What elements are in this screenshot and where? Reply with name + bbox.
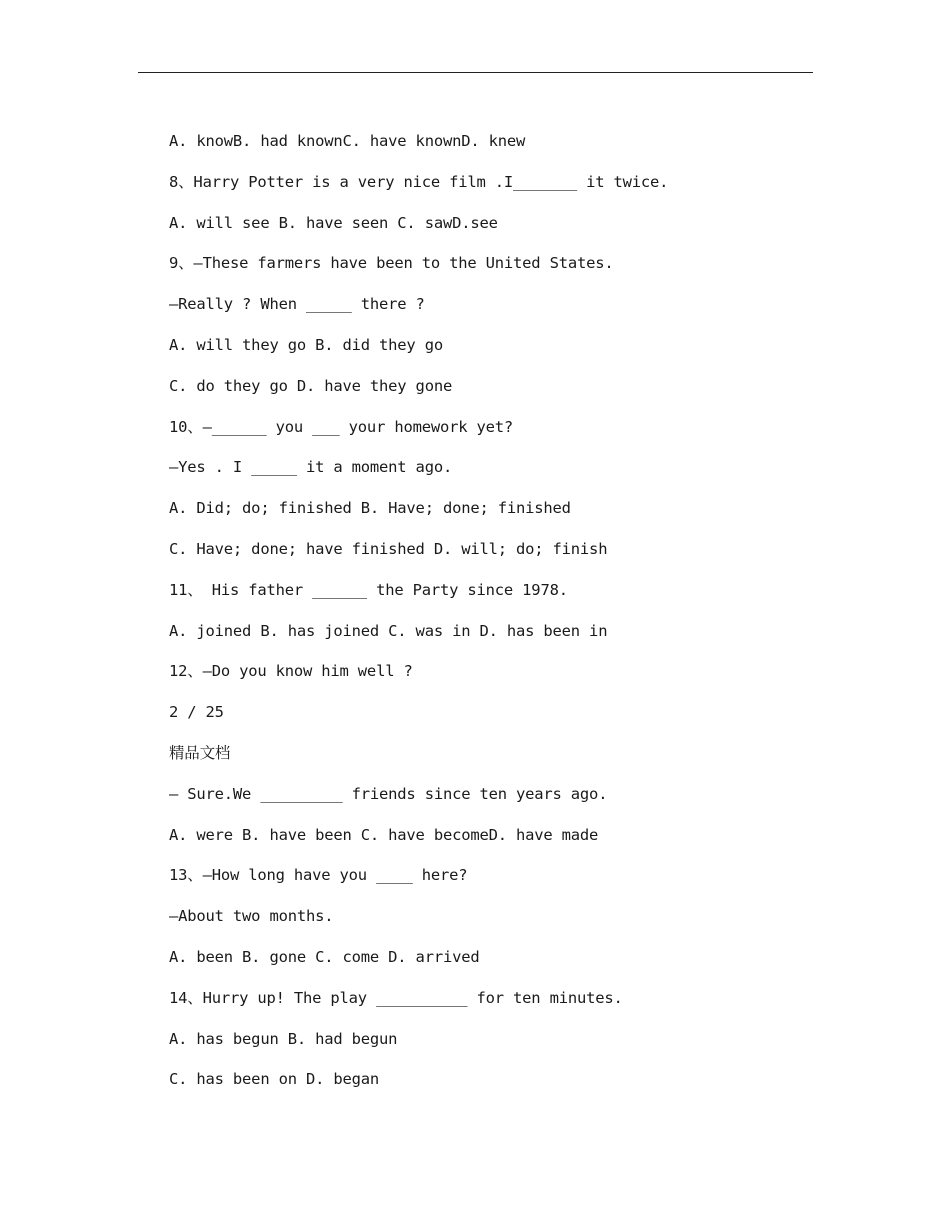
question-14: 14、Hurry up! The play __________ for ten minutes. — [169, 988, 623, 1007]
text-line: A. knowB. had knownC. have knownD. knew — [169, 132, 526, 150]
question-10-options-ab: A. Did; do; finished B. Have; done; finished — [169, 499, 571, 518]
question-14-options-ab: A. has begun B. had begun — [169, 1029, 398, 1048]
document-body — [169, 128, 849, 1107]
question-13-dialogue: —About two months. — [169, 907, 334, 926]
question-10-options-cd: C. Have; done; have finished D. will; do; finish — [169, 539, 608, 558]
question-14-options-cd: C. has been on D. began — [169, 1070, 380, 1089]
question-8: 8、Harry Potter is a very nice film .I_______ it twice. — [169, 172, 669, 191]
question-12: 12、—Do you know him well ? — [169, 662, 413, 681]
question-10-dialogue: —Yes . I _____ it a moment ago. — [169, 458, 453, 477]
question-9-options-ab: A. will they go B. did they go — [169, 335, 443, 354]
question-12-options: A. were B. have been C. have becomeD. have made — [169, 825, 599, 844]
question-10: 10、—______ you ___ your homework yet? — [169, 417, 514, 436]
header-rule — [138, 72, 813, 73]
question-13-options: A. been B. gone C. come D. arrived — [169, 947, 480, 966]
question-9-options-cd: C. do they go D. have they gone — [169, 376, 453, 395]
page-number: 2 / 25 — [169, 703, 224, 722]
question-9: 9、—These farmers have been to the United States. — [169, 254, 614, 273]
question-11: 11、 His father ______ the Party since 1978. — [169, 580, 568, 599]
question-12-dialogue: — Sure.We _________ friends since ten years ago. — [169, 784, 608, 803]
question-13: 13、—How long have you ____ here? — [169, 866, 468, 885]
question-9-dialogue: —Really ? When _____ there ? — [169, 295, 425, 314]
watermark-label: 精品文档 — [169, 743, 231, 762]
question-11-options: A. joined B. has joined C. was in D. has been in — [169, 621, 608, 640]
question-8-options: A. will see B. have seen C. sawD.see — [169, 213, 498, 232]
